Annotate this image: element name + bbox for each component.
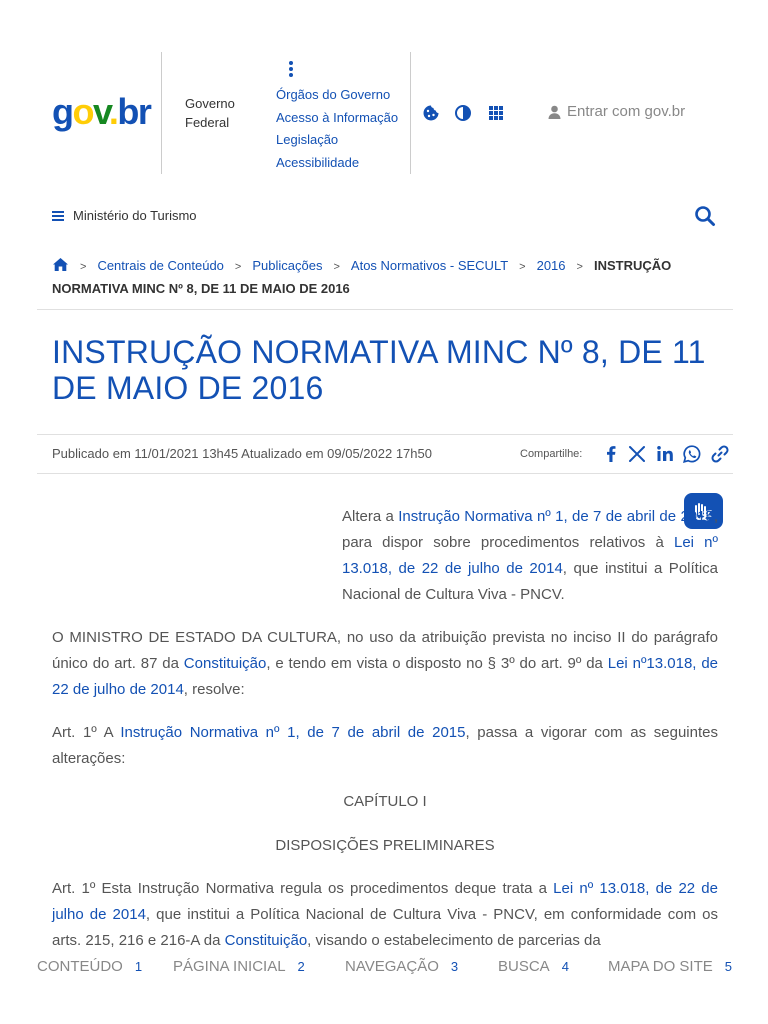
link-lei-13018[interactable]: Lei nº 13.018, de 22 de julho de 2014 [52,880,718,923]
skip-link-conteudo[interactable]: CONTEÚDO 1 [37,958,143,975]
quick-link-acesso-informacao[interactable]: Acesso à Informação [276,109,399,125]
more-options-icon[interactable] [286,61,296,77]
breadcrumb-publicacoes[interactable]: Publicações [252,258,323,273]
whatsapp-icon[interactable] [682,444,702,464]
contrast-icon[interactable] [454,104,472,122]
header-divider [161,52,162,174]
apps-grid-icon[interactable] [487,104,505,122]
ministry-menu[interactable] [52,207,197,225]
ementa-paragraph: Altera a Instrução Normativa nº 1, de 7 de abril de 2015, para dispor sobre procedimentos relativos à Lei nº 13.018, de 22 de julho de 2014, que institui a Política Nacional de Cultura Viva - PNCV. [342,508,718,603]
header-divider [410,52,411,174]
facebook-icon[interactable] [601,444,621,464]
search-icon[interactable] [694,205,716,227]
quick-link-orgaos[interactable]: Órgãos do Governo [276,87,391,102]
link-instrucao-normativa-1[interactable]: Instrução Normativa nº 1, de 7 de abril de 2015 [398,508,714,525]
section-heading: DISPOSIÇÕES PRELIMINARES [275,837,495,854]
quick-links [276,84,398,174]
link-lei-13018[interactable]: Lei nº 13.018, de 22 de julho de 2014 [342,534,718,577]
x-twitter-icon[interactable] [627,444,647,464]
skip-link-busca[interactable]: BUSCA 4 [498,958,569,975]
breadcrumb-2016[interactable]: 2016 [536,258,566,273]
page-title: INSTRUÇÃO NORMATIVA MINC Nº 8, DE 11 DE MAIO DE 2016 [52,334,706,406]
skip-link-navegacao[interactable]: NAVEGAÇÃO 3 [345,958,459,975]
skip-links [0,956,768,980]
breadcrumb-centrais[interactable]: Centrais de Conteúdo [97,258,224,273]
share-label: Compartilhe: [520,448,583,460]
breadcrumb-atos-normativos[interactable]: Atos Normativos - SECULT [350,258,509,273]
preamble-paragraph: O MINISTRO DE ESTADO DA CULTURA, no uso da atribuição prevista no inciso II do parágrafo único do art. 87 da Constituição, e tendo em vista o disposto no § 3º do art. 9º da Lei nº13.018, de 22 de julho de 2014, resolve: [52,629,718,698]
publication-info [52,445,432,463]
govbr-logo[interactable]: gov.br [52,91,151,132]
quick-link-acessibilidade[interactable]: Acessibilidade [276,154,360,170]
chapter-heading: CAPÍTULO I [343,793,427,810]
updated-date: Atualizado em 09/05/2022 17h50 [241,446,432,461]
copy-link-icon[interactable] [710,444,730,464]
link-instrucao-normativa-1[interactable]: Instrução Normativa nº 1, de 7 de abril de 2015 [120,724,466,741]
home-icon[interactable] [52,257,69,272]
link-constituicao[interactable]: Constituição [224,932,308,949]
skip-link-mapa-do-site[interactable]: MAPA DO SITE 5 [608,958,732,975]
linkedin-icon[interactable] [655,444,675,464]
quick-link-legislacao[interactable]: Legislação [276,132,339,147]
article-1-paragraph: Art. 1º A Instrução Normativa nº 1, de 7 de abril de 2015, passa a vigorar com as seguintes alterações: [52,724,718,767]
divider [37,434,733,435]
login-button[interactable]: Entrar com gov.br [548,102,685,122]
user-icon [548,105,561,119]
cookie-icon[interactable] [422,104,440,122]
article-1-body: Art. 1º Esta Instrução Normativa regula os procedimentos deque trata a Lei nº 13.018, de 22 de julho de 2014, que institui a Política Nacional de Cultura Viva - PNCV, em conformidade com os arts. 215, 216 e 216-A da Constituição, visando o estabelecimento de parcerias da [52,880,718,949]
link-lei-13018[interactable]: Lei nº13.018, de 22 de julho de 2014 [52,655,718,698]
published-date: Publicado em 11/01/2021 13h45 [52,446,239,461]
ministry-name: Ministério do Turismo [73,208,197,223]
link-constituicao[interactable]: Constituição [183,655,267,672]
divider [37,309,733,310]
breadcrumb: > Centrais de Conteúdo > Publicações > Atos Normativos - SECULT > 2016 > INSTRUÇÃO NORMATIVA MINC Nº 8, DE 11 DE MAIO DE 2016 [52,258,672,296]
breadcrumb-current: INSTRUÇÃO NORMATIVA MINC Nº 8, DE 11 DE MAIO DE 2016 [52,258,672,296]
government-label: Governo Federal [185,96,235,130]
skip-link-pagina-inicial[interactable]: PÁGINA INICIAL 2 [173,958,305,975]
divider [37,473,733,474]
menu-icon[interactable] [52,209,64,223]
